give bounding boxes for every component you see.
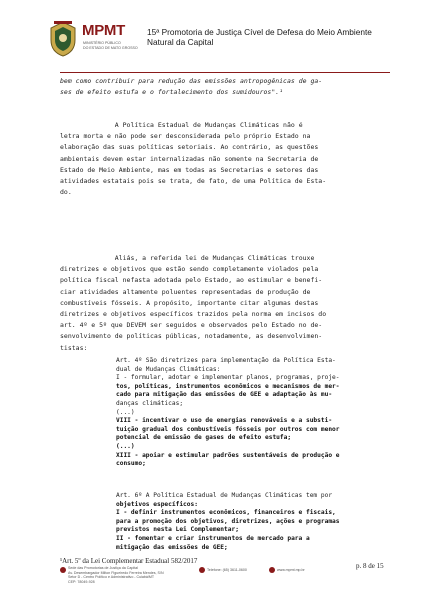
text-line: A Política Estadual de Mudanças Climáticas não é [60,121,303,129]
text-line: ambientais devem estar internalizadas não somente na Secretaria de [60,154,319,163]
quote-line: Art. 4º São diretrizes para implementação da Política Esta- [116,357,336,364]
quote-line: (...) [116,408,135,416]
quote-line: tos, políticas, instrumentos econômicos e mecanismos de mer- [116,382,340,390]
header-title: 15ª Promotoria de Justiça Cível de Defesa do Meio Ambiente Natural da Capital [147,27,372,47]
text-line: diretrizes e objetivos específicos trazidos pela norma em incisos do [60,310,327,319]
quote-line: previstos nesta Lei Complementar; [116,526,239,534]
paragraph-quote-continuation [60,76,386,98]
footer-address [68,566,164,584]
coat-of-arms-logo [48,20,78,58]
text-line: diretrizes e objetivos que estão sendo completamente violados pela [60,265,319,274]
footer-website[interactable]: www.mpmt.mp.br [277,568,305,572]
address-line: Av. Desembargador Milton Figueiredo Ferreira Mendes, S/N [68,570,164,575]
law-quote-article-6 [116,492,390,552]
quote-line: objetivos específicos: [116,500,198,508]
quote-line: XIII - apoiar e estimular padrões sustentáveis de produção e [116,451,340,459]
text-line: do. [60,188,72,197]
quote-line: consumo; [116,460,146,468]
header-divider [60,72,390,73]
address-line: CEP: 78049-928 [68,579,95,584]
text-line: política fiscal nefasta adotada pelo Estado, ao estimular e benefi- [60,276,323,285]
location-pin-icon [60,567,66,573]
quote-line: cado para mitigação das emissões de GEE e adaptação às mu- [116,391,333,399]
quote-line: II - fomentar e criar instrumentos de mercado para a [116,534,310,542]
quote-line: I - formular, adotar e implementar planos, programas, proje- [116,374,340,382]
quote-line: (...) [116,442,135,450]
text-line: art. 4º e 5º que DEVEM ser seguidos e observados pelo Estado no de- [60,321,323,330]
text-line: Aliás, a referida lei de Mudanças Climáticas trouxe [60,254,315,262]
logo-subtitle-state: DO ESTADO DE MATO GROSSO [83,46,138,50]
footnote: ¹Art. 5º da Lei Complementar Estadual 582/2017 [60,557,198,565]
quote-line: dual de Mudanças Climáticas: [116,365,221,373]
law-quote-article-4 [116,357,390,469]
quote-line: Art. 6º A Política Estadual de Mudanças Climáticas tem por [116,492,333,499]
page-number: p. 8 de 15 [356,562,384,570]
text-line: senvolvimento de políticas públicas, notadamente, as desenvolvimen- [60,332,323,341]
paragraph-directives [60,253,386,354]
logo-subtitle: MINISTÉRIO PÚBLICO [83,41,121,45]
text-line: combustíveis fósseis. A propósito, importante citar algumas destas [60,298,319,307]
quote-line: potencial de emissão de gases de efeito estufa; [116,434,292,442]
text-line: ses de efeito estufa e o fortalecimento dos sumidouros".¹ [60,88,284,97]
text-line: Estado de Meio Ambiente, mas em todas as Secretarias e setores das [60,165,319,174]
quote-line: mitigação das emissões de GEE; [116,543,228,551]
quote-line: VIII - incentivar o uso de energias renováveis e a substi- [116,417,333,425]
text-line: ciar atividades altamente poluentes representadas de produção de [60,287,311,296]
quote-line: danças climáticas; [116,399,184,407]
logo-text: MPMT [82,22,125,39]
address-line: Sede das Promotorias de Justiça da Capital [68,566,138,570]
address-line: Setor D - Centro Político e Administrativo - Cuiabá/MT [68,575,155,579]
text-line: elaboração das suas políticas setoriais. Ao contrário, as questões [60,143,319,152]
text-line: tistas: [60,343,88,352]
globe-icon [269,567,275,573]
quote-line: para a promoção dos objetivos, diretrizes, ações e programas [116,517,340,525]
quote-line: tuição gradual dos combustíveis fósseis por outros com menor [116,425,340,433]
text-line: letra morta e não pode ser desconsiderada pelo próprio Estado na [60,132,311,141]
footer-phone: Telefone: (65) 3611-0600 [207,568,247,572]
quote-line: I - definir instrumentos econômicos, financeiros e fiscais, [116,509,336,517]
paragraph-policy [60,120,386,198]
text-line: atividades estatais pois se trata, de fato, de uma Política de Esta- [60,177,327,186]
text-line: bem como contribuir para redução das emissões antropogênicas de ga- [60,77,323,85]
phone-icon [199,567,205,573]
